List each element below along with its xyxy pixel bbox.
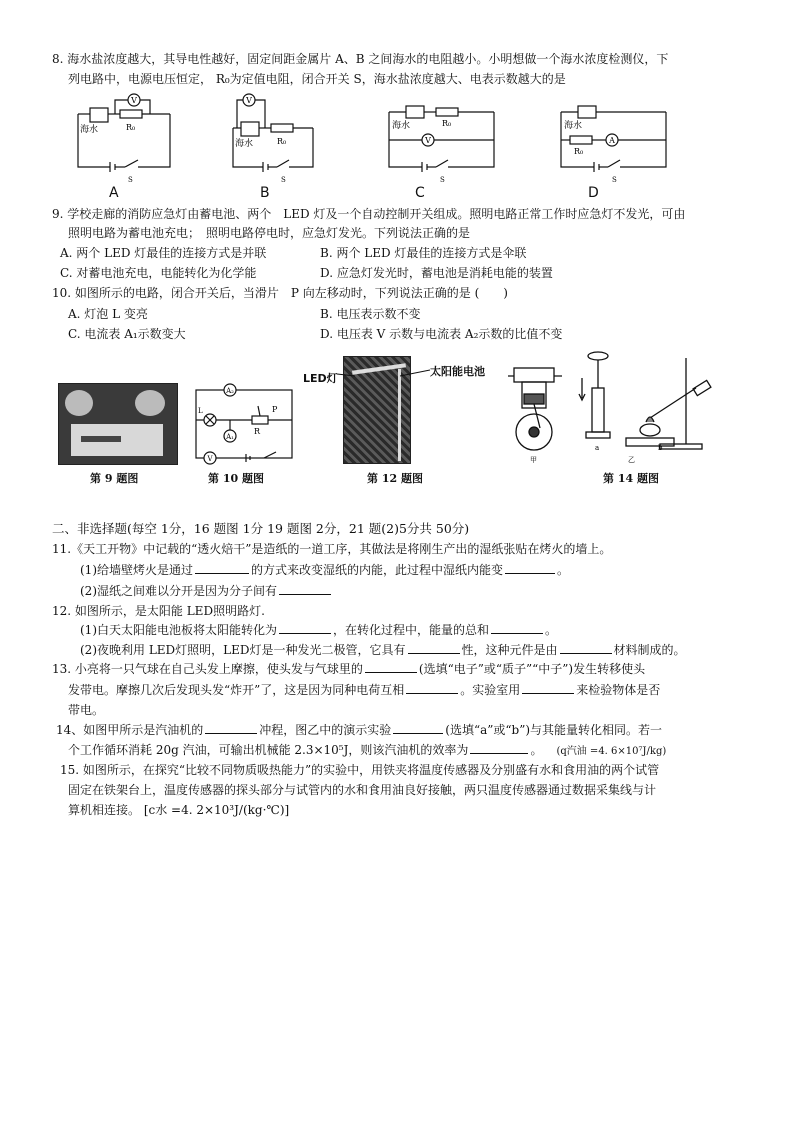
q14-blank-3[interactable] — [470, 742, 528, 754]
svg-text:P: P — [272, 405, 278, 414]
q11-part2: (2)湿纸之间难以分开是因为分子间有 — [80, 583, 333, 599]
q13-blank-1[interactable] — [365, 661, 417, 673]
circuit-a-diagram — [70, 92, 180, 184]
q12-part1: (1)白天太阳能电池板将太阳能转化为 ，在转化过程中，能量的总和 。 — [80, 623, 558, 637]
svg-text:V: V — [246, 96, 252, 105]
svg-text:R: R — [254, 427, 261, 436]
svg-text:乙: 乙 — [628, 456, 635, 464]
svg-text:甲: 甲 — [530, 456, 537, 464]
q12-blank-4[interactable] — [560, 642, 612, 654]
q11-blank-2[interactable] — [505, 562, 555, 574]
q14-line2: 个工作循环消耗 20g 汽油，可输出机械能 2.3×10⁵J，则该汽油机的效率为 。 (q汽油 =4. 6×10⁷J/kg) — [68, 743, 667, 757]
circuit-d-diagram — [556, 92, 676, 184]
q11-stem: 11.《天工开物》中记载的“透火焙干”是造纸的一道工序，其做法是将刚生产出的湿纸张贴在烤火的墙上。 — [52, 542, 612, 556]
q9-option-a: A. 两个 LED 灯最佳的连接方式是并联 — [60, 246, 267, 260]
led-lamp-label: LED灯 — [303, 372, 338, 385]
circuit-b-diagram — [225, 92, 325, 184]
q9-option-d: D. 应急灯发光时，蓄电池是消耗电能的装置 — [320, 266, 553, 280]
fig9-caption: 第 9 题图 — [90, 472, 139, 485]
fig9-emergency-light-photo — [58, 383, 178, 465]
q15-line1: 15. 如图所示，在探究“比较不同物质吸热能力”的实验中，用铁夹将温度传感器及分别盛有水和食用油的两个试管 — [60, 763, 660, 777]
option-b-label: B — [260, 185, 270, 201]
circuit-c-diagram — [384, 92, 504, 184]
q12-blank-1[interactable] — [279, 622, 331, 634]
q9-stem-line2: 照明电路为蓄电池充电； 照明电路停电时，应急灯发光。下列说法正确的是 — [68, 226, 471, 240]
svg-text:R₀: R₀ — [277, 137, 287, 146]
svg-text:S: S — [440, 176, 445, 184]
q15-line2: 固定在铁架台上，温度传感器的探头部分与试管内的水和食用油良好接触，两只温度传感器通过数据采集线与计 — [68, 783, 657, 797]
svg-text:a: a — [595, 444, 600, 452]
fig10-caption: 第 10 题图 — [208, 472, 264, 485]
q11-part1: (1)给墙壁烤火是通过 的方式来改变湿纸的内能，此过程中湿纸内能变 。 — [80, 563, 570, 577]
voltmeter-label: V — [131, 96, 137, 105]
q10-option-a: A. 灯泡 L 变亮 — [68, 307, 148, 321]
svg-text:海水: 海水 — [235, 139, 254, 149]
q13-line3: 带电。 — [68, 703, 105, 717]
svg-text:A₂: A₂ — [226, 387, 234, 395]
q12-stem: 12. 如图所示，是太阳能 LED照明路灯. — [52, 604, 265, 618]
q11-blank-3[interactable] — [279, 583, 331, 595]
svg-text:S: S — [612, 176, 617, 184]
label-pointer-lines — [335, 368, 435, 380]
svg-text:R₀: R₀ — [442, 119, 452, 128]
q10-option-d: D. 电压表 V 示数与电流表 A₂示数的比值不变 — [320, 327, 563, 341]
q13-line1: 13. 小亮将一只气球在自己头发上摩擦，使头发与气球里的 (选填“电子”或“质子”“中子”)发生转移使头 — [52, 662, 646, 676]
r0-label: R₀ — [126, 123, 136, 132]
q13-blank-3[interactable] — [522, 682, 574, 694]
q13-blank-2[interactable] — [406, 682, 458, 694]
q9-stem-line1: 9. 学校走廊的消防应急灯由蓄电池、两个 LED 灯及一个自动控制开关组成。照明电路正常工作时应急灯不发光，可由 — [52, 207, 686, 221]
svg-text:L: L — [198, 407, 203, 415]
option-d-label: D — [588, 185, 599, 201]
q15-line3: 算机相连接。 [c水 =4. 2×10³J/(kg·℃)] — [68, 803, 290, 817]
q8-stem-line1: 8. 海水盐浓度越大，其导电性越好，固定间距金属片 A、B 之间海水的电阻越小。小明想做一个海水浓度检测仪，下 — [52, 52, 669, 66]
q12-blank-2[interactable] — [491, 622, 543, 634]
q10-option-c: C. 电流表 A₁示数变大 — [68, 327, 186, 341]
svg-text:V: V — [425, 136, 431, 145]
svg-text:R₀: R₀ — [574, 147, 584, 156]
fig14-caption: 第 14 题图 — [603, 472, 659, 485]
q9-option-b: B. 两个 LED 灯最佳的连接方式是伞联 — [320, 246, 527, 260]
svg-text:S: S — [281, 176, 286, 184]
svg-text:b: b — [658, 444, 663, 452]
seawater-label: 海水 — [80, 125, 99, 135]
q8-stem-line2: 列电路中，电源电压恒定， R₀为定值电阻，闭合开关 S，海水盐浓度越大、电表示数越大的是 — [68, 72, 566, 86]
option-a-label: A — [109, 185, 119, 201]
fig12-caption: 第 12 题图 — [367, 472, 423, 485]
switch-label: S — [128, 176, 133, 184]
svg-text:海水: 海水 — [392, 121, 411, 131]
svg-text:V: V — [207, 455, 213, 463]
solar-cell-label: 太阳能电池 — [430, 365, 485, 378]
q14-blank-2[interactable] — [393, 722, 443, 734]
svg-text:A₁: A₁ — [226, 433, 234, 441]
q11-blank-1[interactable] — [195, 562, 249, 574]
svg-text:A: A — [609, 136, 615, 145]
q14-line1: 14、如图甲所示是汽油机的 冲程，图乙中的演示实验 (选填“a”或“b”)与其能量转化相同。若一 — [56, 723, 663, 737]
q10-option-b: B. 电压表示数不变 — [320, 307, 421, 321]
q12-blank-3[interactable] — [408, 642, 460, 654]
q10-stem: 10. 如图所示的电路，闭合开关后，当滑片 P 向左移动时，下列说法正确的是 ( ) — [52, 286, 508, 300]
q13-line2: 发带电。摩擦几次后发现头发“炸开”了，这是因为同种电荷互相 。实验室用 来检验物体是否 — [68, 683, 661, 697]
section-2-heading: 二、非选择题(每空 1分，16 题图 1分 19 题图 2分，21 题(2)5分共 50分) — [52, 521, 470, 536]
q9-option-c: C. 对蓄电池充电，电能转化为化学能 — [60, 266, 257, 280]
fig14-engine-and-experiment — [500, 348, 725, 466]
fig10-circuit-diagram — [192, 380, 300, 466]
svg-text:海水: 海水 — [564, 121, 583, 131]
option-c-label: C — [415, 185, 425, 201]
q12-part2: (2)夜晚利用 LED灯照明，LED灯是一种发光二极管，它具有 性，这种元件是由 材料制成的。 — [80, 643, 686, 657]
q14-blank-1[interactable] — [205, 722, 257, 734]
